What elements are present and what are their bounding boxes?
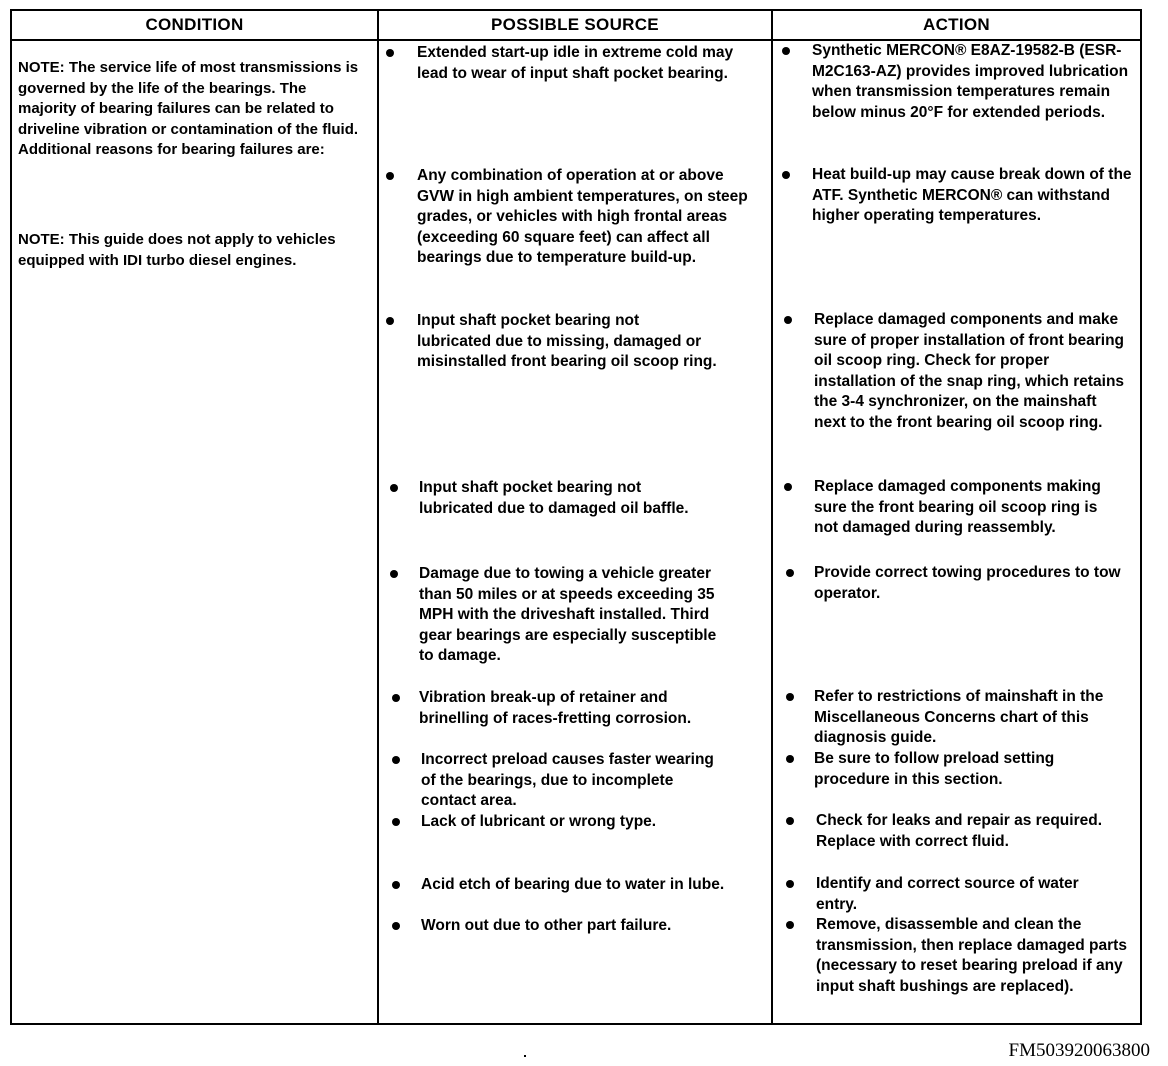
condition-note-service-life: NOTE: The service life of most transmissions is governed by the life of the bearings. The majority of bearing failures can be related to driveline vibration or contamination of the fluid. Additional reasons for bearing failures are: xyxy=(18,59,359,159)
action-item-towing-procedures: Provide correct towing procedures to tow operator. xyxy=(814,564,1121,602)
header-condition: CONDITION xyxy=(145,15,244,34)
source-item-incorrect-preload: Incorrect preload causes faster wearing of the bearings, due to incomplete contact area. xyxy=(421,751,714,810)
bullet-icon xyxy=(786,693,794,701)
condition-note-idi-diesel: NOTE: This guide does not apply to vehicles equipped with IDI turbo diesel engines. xyxy=(18,231,336,269)
bullet-icon xyxy=(386,49,394,57)
action-item-replace-baffle: Replace damaged components making sure the front bearing oil scoop ring is not damaged during reassembly. xyxy=(814,478,1101,537)
source-item-vibration: Vibration break-up of retainer and brinelling of races-fretting corrosion. xyxy=(419,689,692,727)
action-item-check-leaks: Check for leaks and repair as required. Replace with correct fluid. xyxy=(816,812,1103,850)
action-item-replace-scoop-ring: Replace damaged components and make sure of proper installation of front bearing oil scoop ring. Check for proper installation of the snap ring, which retains the 3-4 synchronizer, on the mainshaft next to the front bearing oil scoop ring. xyxy=(814,311,1125,431)
header-action: ACTION xyxy=(923,15,990,34)
bullet-icon xyxy=(390,484,398,492)
bullet-icon xyxy=(390,570,398,578)
bullet-icon xyxy=(392,922,400,930)
bullet-icon xyxy=(392,694,400,702)
source-item-cold-idle: Extended start-up idle in extreme cold may lead to wear of input shaft pocket bearing. xyxy=(417,44,734,82)
action-item-mainshaft-restrictions: Refer to restrictions of mainshaft in the Miscellaneous Concerns chart of this diagnosis guide. xyxy=(814,688,1104,747)
table-bottom-border xyxy=(10,1023,1142,1025)
source-item-gvw-temperature: Any combination of operation at or above GVW in high ambient temperatures, on steep grades, or vehicles with high frontal areas (exceeding 60 square feet) can affect all bearings due to temperature build-up. xyxy=(417,167,748,267)
bullet-icon xyxy=(784,483,792,491)
source-item-acid-etch: Acid etch of bearing due to water in lube. xyxy=(421,876,725,893)
column-divider-2 xyxy=(771,9,773,1025)
bullet-icon xyxy=(782,47,790,55)
source-item-oil-scoop-ring: Input shaft pocket bearing not lubricated due to missing, damaged or misinstalled front bearing oil scoop ring. xyxy=(417,312,717,371)
figure-code: FM503920063800 xyxy=(1008,1040,1150,1061)
bullet-icon xyxy=(786,921,794,929)
bullet-icon xyxy=(786,755,794,763)
action-item-preload-procedure: Be sure to follow preload setting procedure in this section. xyxy=(814,750,1055,788)
header-possible-source: POSSIBLE SOURCE xyxy=(491,15,659,34)
table-left-border xyxy=(10,9,12,1025)
source-item-worn-out: Worn out due to other part failure. xyxy=(421,917,672,934)
bullet-icon xyxy=(386,317,394,325)
action-item-disassemble-clean: Remove, disassemble and clean the transmission, then replace damaged parts (necessary to reset bearing preload if any input shaft bushings are replaced). xyxy=(816,916,1127,995)
bullet-icon xyxy=(782,171,790,179)
bullet-icon xyxy=(786,880,794,888)
table-right-border xyxy=(1140,9,1142,1025)
bullet-icon xyxy=(786,569,794,577)
bullet-icon xyxy=(786,817,794,825)
action-item-water-entry: Identify and correct source of water entry. xyxy=(816,875,1079,913)
bullet-icon xyxy=(386,172,394,180)
action-item-synthetic-mercon: Synthetic MERCON® E8AZ-19582-B (ESR-M2C163-AZ) provides improved lubrication when transmission temperatures remain below minus 20°F for extended periods. xyxy=(812,42,1129,121)
bullet-icon xyxy=(392,756,400,764)
bullet-icon xyxy=(392,881,400,889)
action-item-heat-build-up: Heat build-up may cause break down of the ATF. Synthetic MERCON® can withstand higher operating temperatures. xyxy=(812,166,1132,225)
column-divider-1 xyxy=(377,9,379,1025)
bullet-icon xyxy=(784,316,792,324)
bullet-icon xyxy=(392,818,400,826)
source-item-lack-of-lubricant: Lack of lubricant or wrong type. xyxy=(421,813,657,830)
source-item-towing: Damage due to towing a vehicle greater than 50 miles or at speeds exceeding 35 MPH with the driveshaft installed. Third gear bearings are especially susceptible to damage. xyxy=(419,565,717,665)
scan-speck xyxy=(524,1055,526,1057)
source-item-oil-baffle: Input shaft pocket bearing not lubricated due to damaged oil baffle. xyxy=(419,479,689,517)
